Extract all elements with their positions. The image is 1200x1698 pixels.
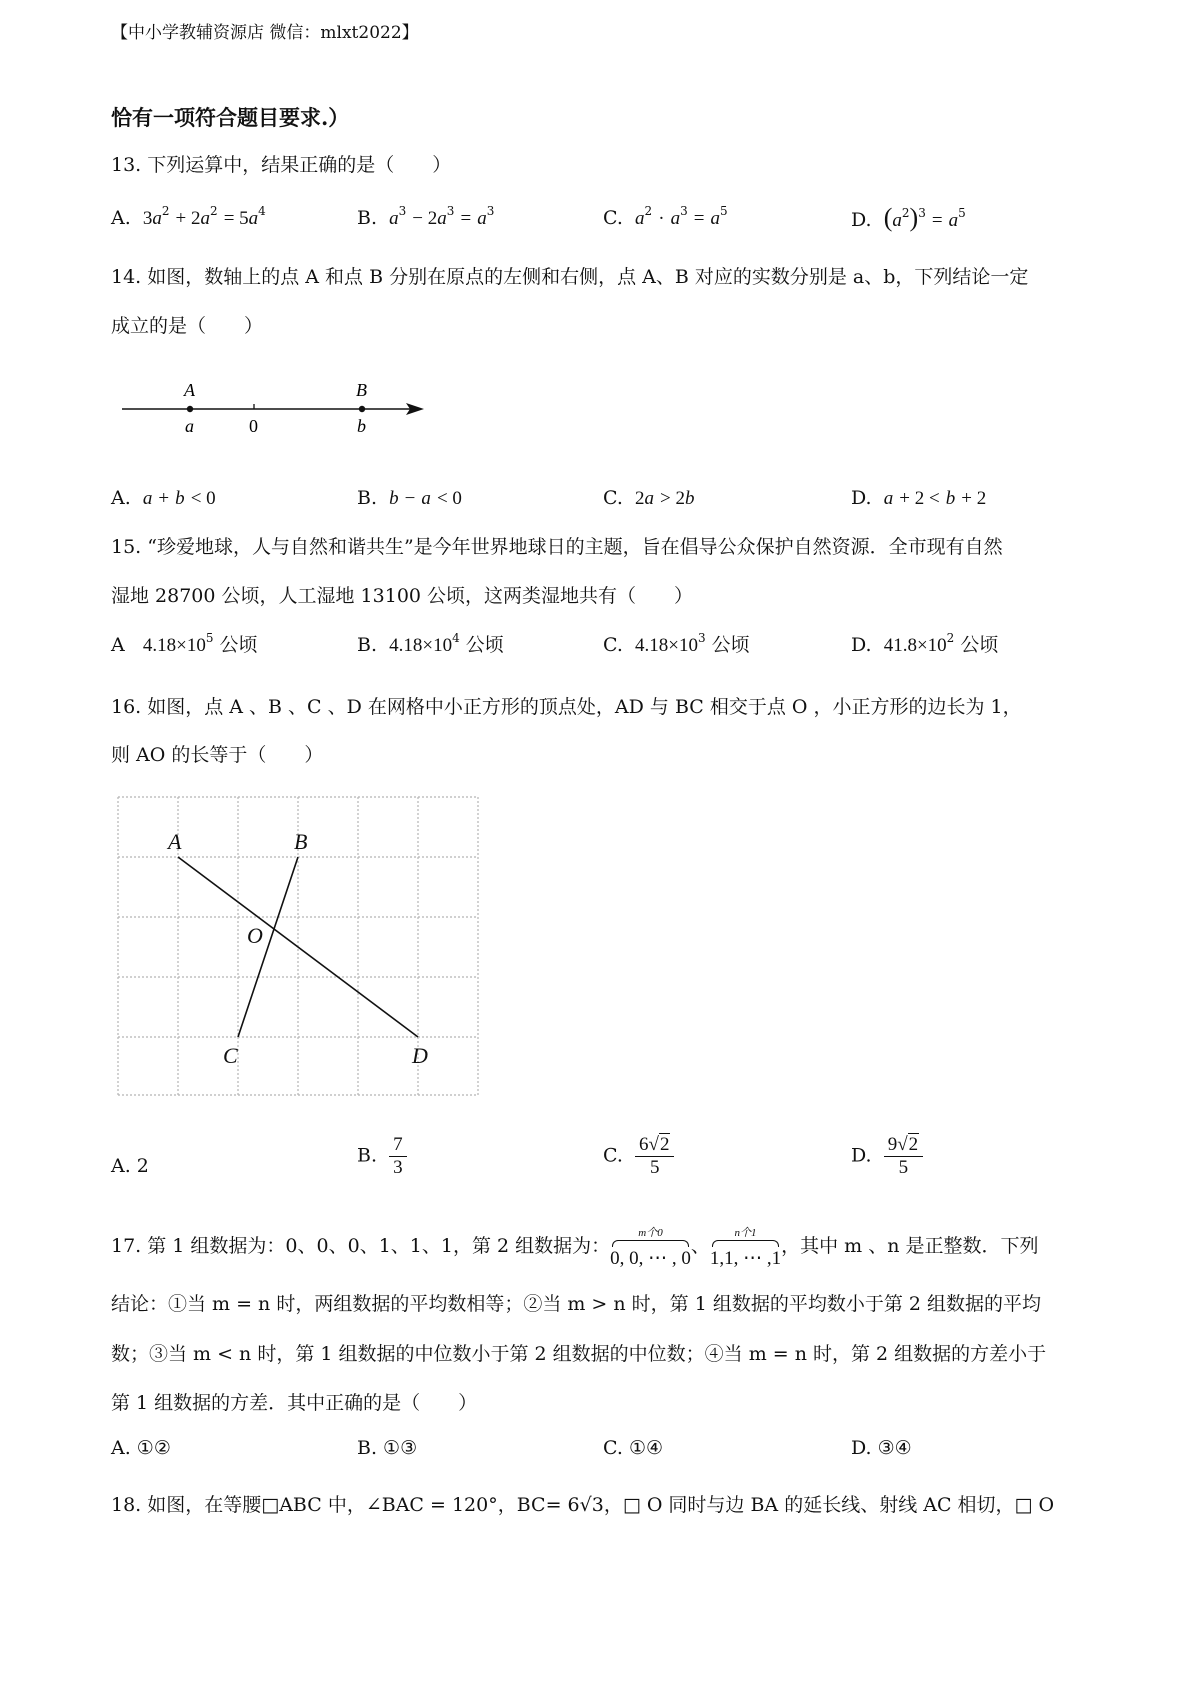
point-a-dot	[187, 406, 193, 412]
q16-stem-line-2: 则 AO 的长等于（ ）	[111, 744, 324, 766]
q13-stem: 13. 下列运算中，结果正确的是（ ）	[111, 154, 452, 176]
q14-stem-line-2: 成立的是（ ）	[111, 315, 264, 337]
q15-stem-line-1: 15. “珍爱地球，人与自然和谐共生”是今年世界地球日的主题，旨在倡导公众保护自然资源．全市现有自然	[111, 536, 1003, 558]
q13-option-c: C. $a^2 \cdot a^3 = a^5$	[603, 204, 728, 229]
label-O: O	[247, 923, 263, 948]
q15-stem-line-2: 湿地 28700 公顷，人工湿地 13100 公顷，这两类湿地共有（ ）	[111, 585, 694, 607]
q14-option-a: A. a + b < 0	[111, 487, 216, 509]
q15-option-d: D. $41.8\times 10^2$ 公顷	[851, 631, 999, 656]
grid-figure	[112, 793, 487, 1101]
q15-option-a: A $4.18\times 10^5$ 公顷	[111, 631, 258, 656]
q16-option-a: A. 2	[111, 1155, 149, 1177]
q14-option-d: D. a + 2 < b + 2	[851, 487, 987, 509]
q16-option-d: D. $\frac{9√2}{5}$	[851, 1134, 923, 1179]
q18-stem: 18. 如图，在等腰□ABC 中，∠BAC = 120°，BC= 6√3，□ O 同时与边 BA 的延长线、射线 AC 相切，□ O	[111, 1494, 1055, 1516]
q13-option-b: B. $a^3 - 2a^3 = a^3$	[357, 204, 495, 229]
point-b-dot	[359, 406, 365, 412]
q14-option-c: C. 2a > 2b	[603, 487, 695, 509]
q17-stem-line-1: 17. 第 1 组数据为：0、0、0、1、1、1，第 2 组数据为： m个0 0, 0, ⋯ , 0 、 n个1 1,1, ⋯ ,1 ，其中 m 、n 是正整数．下列	[111, 1227, 1039, 1269]
label-b: b	[357, 416, 366, 436]
label-zero: 0	[249, 416, 258, 436]
q17-option-d: D. ③④	[851, 1437, 912, 1459]
q17-option-a: A. ①②	[111, 1437, 171, 1459]
label-A: A	[184, 380, 195, 400]
q16-option-b: B. $\frac{7}{3}$	[357, 1134, 407, 1179]
q16-stem-line-1: 16. 如图，点 A 、B 、C 、D 在网格中小正方形的顶点处，AD 与 BC 相交于点 O ，小正方形的边长为 1，	[111, 696, 1022, 718]
label-B: B	[294, 829, 308, 854]
q17-option-b: B. ①③	[357, 1437, 418, 1459]
label-C: C	[223, 1043, 238, 1068]
label-A: A	[168, 829, 182, 854]
q13-option-d: D. $(a^2)^3 = a^5$	[851, 203, 966, 232]
q17-option-c: C. ①④	[603, 1437, 664, 1459]
q17-stem-line-3: 数；③当 m < n 时，第 1 组数据的中位数小于第 2 组数据的中位数；④当 m = n 时，第 2 组数据的方差小于	[111, 1343, 1047, 1365]
q15-option-c: C. $4.18\times 10^3$ 公顷	[603, 631, 750, 656]
q14-stem-line-1: 14. 如图，数轴上的点 A 和点 B 分别在原点的左侧和右侧，点 A、B 对应的实数分别是 a、b，下列结论一定	[111, 266, 1029, 288]
q16-option-c: C. $\frac{6√2}{5}$	[603, 1134, 674, 1179]
page-header: 【中小学教辅资源店 微信：mlxt2022】	[111, 23, 419, 43]
label-a: a	[185, 416, 194, 436]
q14-option-b: B. b − a < 0	[357, 487, 462, 509]
q17-stem-line-2: 结论：①当 m = n 时，两组数据的平均数相等；②当 m > n 时，第 1 组数据的平均数小于第 2 组数据的平均	[111, 1293, 1042, 1315]
number-line-figure	[118, 376, 438, 438]
section-title: 恰有一项符合题目要求.）	[111, 105, 350, 130]
label-D: D	[412, 1043, 428, 1068]
q15-option-b: B. $4.18\times 10^4$ 公顷	[357, 631, 504, 656]
q17-stem-line-4: 第 1 组数据的方差．其中正确的是（ ）	[111, 1392, 478, 1414]
q13-option-a: A. $3a^2 + 2a^2 = 5a^4$	[111, 204, 266, 229]
label-B: B	[356, 380, 367, 400]
